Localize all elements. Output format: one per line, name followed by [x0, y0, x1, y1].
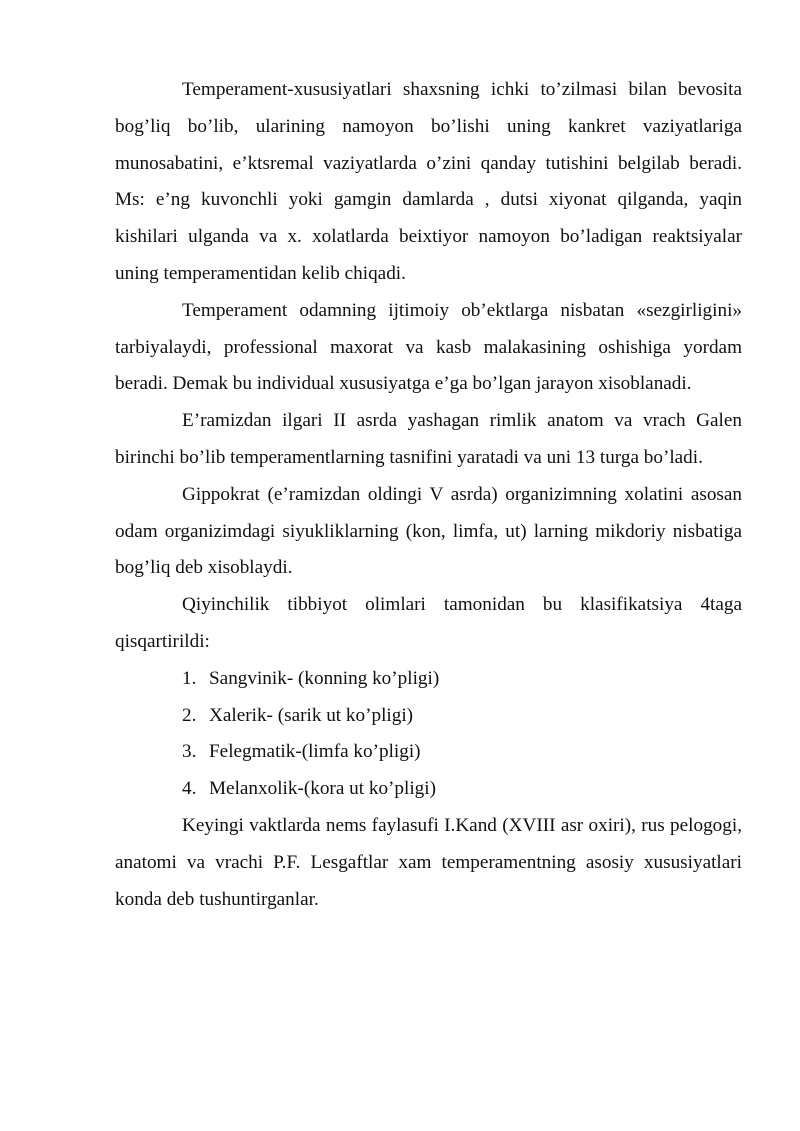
list-item: [115, 661, 742, 698]
list-item: [115, 771, 742, 808]
paragraph-classification: Qiyinchilik tibbiyot olimlari tamonidan bu klasifikatsiya 4taga qisqartirildi:: [115, 594, 742, 652]
list-item-text: Xalerik- (sarik ut ko’pligi): [209, 704, 414, 726]
paragraph-galen: E’ramizdan ilgari II asrda yashagan rimlik anatom va vrach Galen birinchi bo’lib temperamentlarning tasnifini yaratadi va uni 13 turga bo’ladi.: [115, 410, 742, 468]
list-item: [115, 698, 742, 735]
temperament-list: [115, 661, 742, 808]
list-item-number: 1.: [182, 667, 197, 689]
list-item-number: 3.: [182, 741, 197, 763]
list-item-text: Sangvinik- (konning ko’pligi): [209, 667, 440, 689]
list-item-number: 2.: [182, 704, 197, 726]
paragraph-later-views: Keyingi vaktlarda nems faylasufi I.Kand (XVIII asr oxiri), rus pelogogi, anatomi va vrachi P.F. Lesgaftlar xam temperamentning asosiy xususiyatlari konda deb tushuntirganlar.: [115, 814, 742, 910]
document-page: [115, 72, 742, 918]
paragraph-hippocrates: Gippokrat (e’ramizdan oldingi V asrda) organizimning xolatini asosan odam organizimdagi siyukliklarning (kon, limfa, ut) larning mikdoriy nisbatiga bog’liq deb xisoblaydi.: [115, 483, 742, 579]
list-item-number: 4.: [182, 778, 197, 800]
list-item-text: Felegmatik-(limfa ko’pligi): [209, 741, 421, 763]
list-item-text: Melanxolik-(kora ut ko’pligi): [209, 778, 436, 800]
list-item: [115, 734, 742, 771]
paragraph-temperament-sensitivity: Temperament odamning ijtimoiy ob’ektlarga nisbatan «sezgirligini» tarbiyalaydi, professional maxorat va kasb malakasining oshishiga yordam beradi. Demak bu individual xususiyatga e’ga bo’lgan jarayon xisoblanadi.: [115, 299, 742, 395]
paragraph-temperament-traits: Temperament-xususiyatlari shaxsning ichki to’zilmasi bilan bevosita bog’liq bo’lib, ularining namoyon bo’lishi uning kankret vaziyatlariga munosabatini, e’ktsremal vaziyatlarda o’zini qanday tutishini belgilab beradi. Ms: e’ng kuvonchli yoki gamgin damlarda , dutsi xiyonat qilganda, yaqin kishilari ulganda va x. xolatlarda beixtiyor namoyon bo’ladigan reaktsiyalar uning temperamentidan kelib chiqadi.: [115, 79, 742, 284]
